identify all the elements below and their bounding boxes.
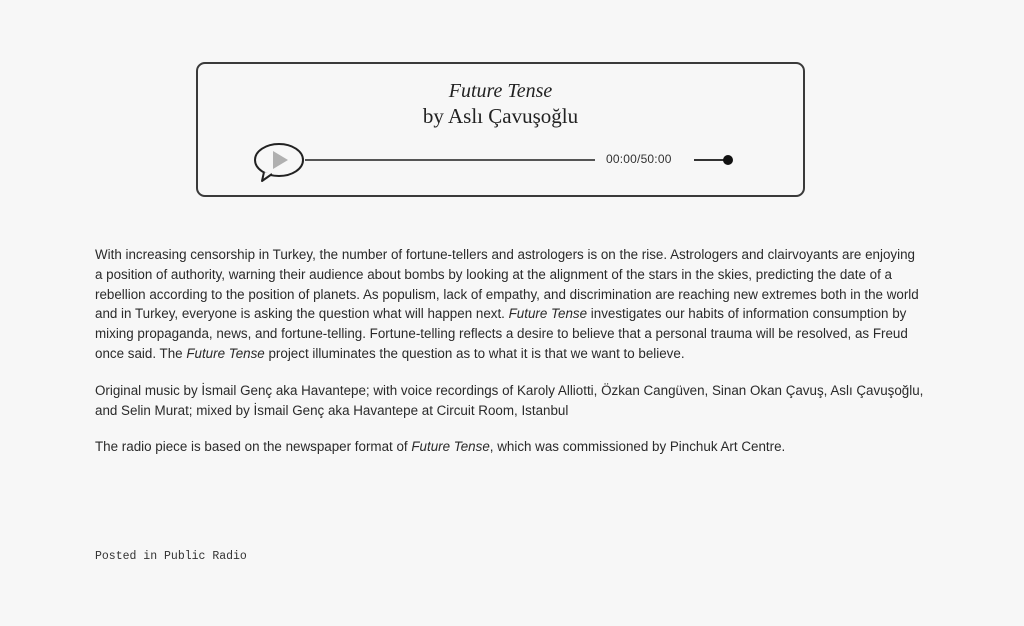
credits-paragraph: Original music by İsmail Genç aka Havantepe; with voice recordings of Karoly Alliotti, Özkan Cangüven, Sinan Okan Çavuş, Aslı Çavuşoğlu, and Selin Murat; mixed by İsmail Genç aka Havantepe at Circuit Room, Istanbul [95,382,924,418]
track-author: by Aslı Çavuşoğlu [422,104,579,128]
text-span: investigates our habits of information consumption by mixing propaganda, news, and fortune-telling. Fortune-telling reflects a desire to believe that a personal trauma will be resolved, as Freud once said. The [95,306,908,361]
category-link[interactable]: Public Radio [164,550,247,563]
title-emphasis: Future Tense [508,306,588,322]
time-readout: 00:00/50:00 [606,152,672,166]
posted-in [95,550,247,563]
seek-bar[interactable] [305,159,595,161]
text-span: With increasing censorship in Turkey, the number of fortune-tellers and astrologers is on the rise. Astrologers and clairvoyants are enjoying a position of authority, warning their audience about bombs by looking at the alignment of the stars in the skies, predicting the date of a rebellion according to the position of planets. As populism, lack of empathy, and discrimination are reaching new extremes both in the world and in Turkey, everyone is asking the question what will happen next. [95,247,919,322]
play-button[interactable] [252,141,306,185]
audio-player [196,62,805,197]
text-span: project illuminates the question as to what it is that we want to believe. [264,345,685,361]
title-emphasis: Future Tense [186,345,265,361]
title-emphasis: Future Tense [411,439,490,455]
description-paragraph-1 [95,245,925,364]
posted-prefix: Posted in [95,550,165,563]
description [95,245,925,474]
text-span: , which was commissioned by Pinchuk Art Centre. [489,439,786,455]
volume-handle[interactable] [723,155,733,165]
track-title: Future Tense [448,80,553,102]
play-icon [252,141,306,185]
description-paragraph-3 [95,437,925,457]
text-span: The radio piece is based on the newspaper format of [95,439,412,455]
